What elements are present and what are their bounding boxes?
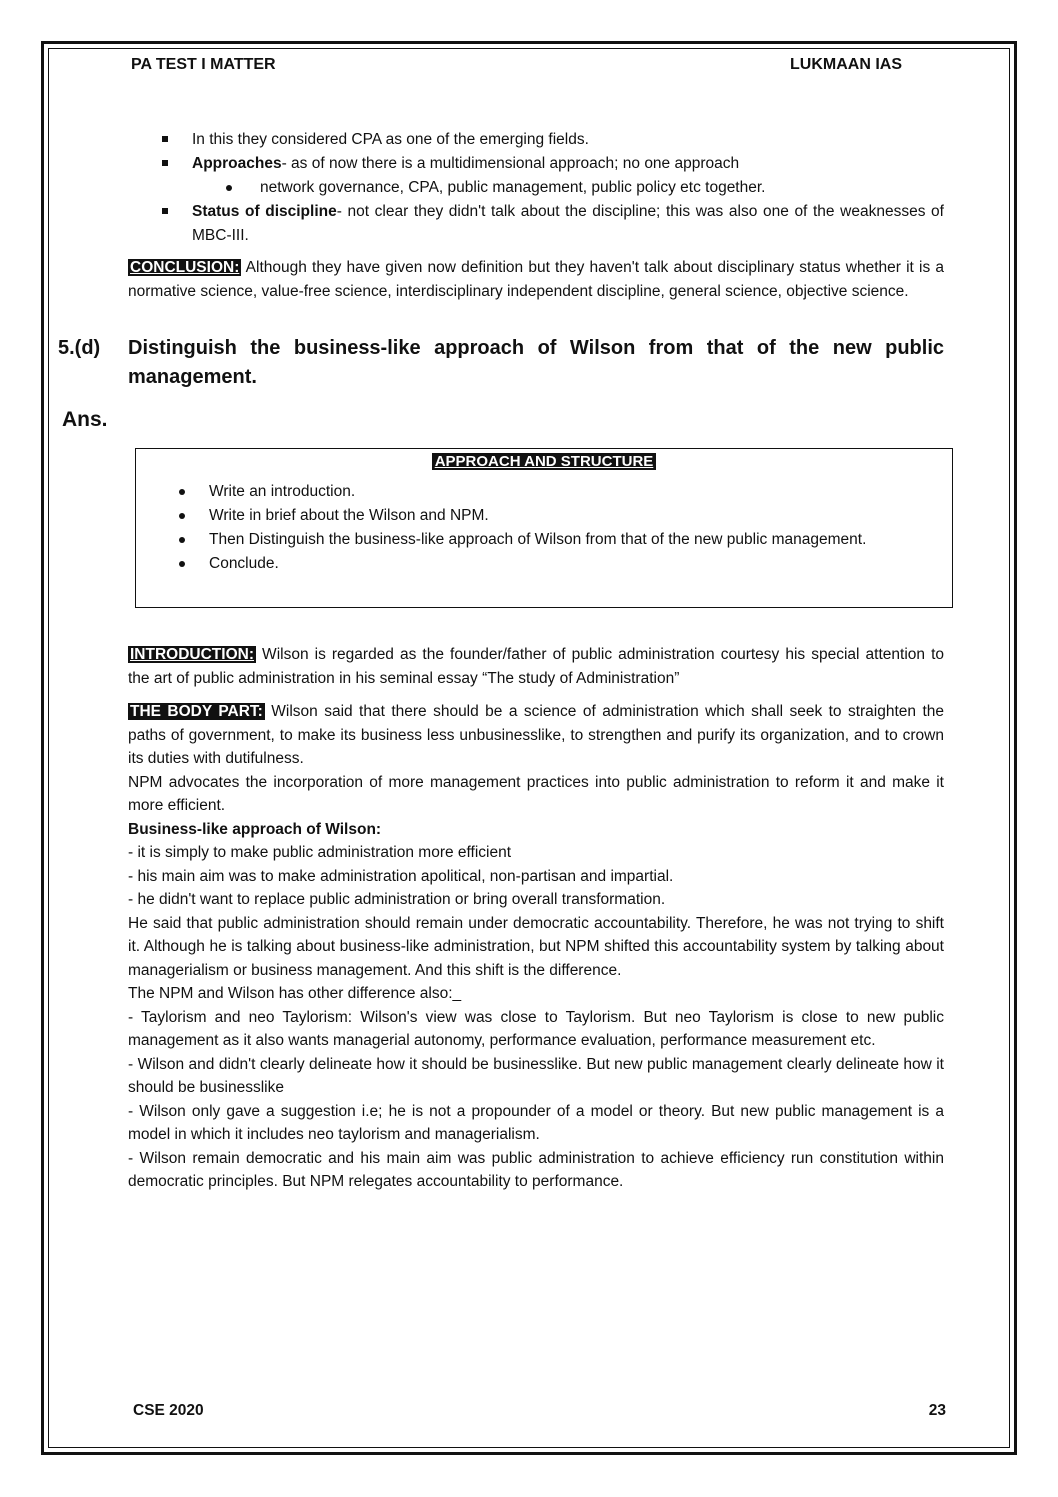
bullet-text: In this they considered CPA as one of the emerging fields. <box>192 131 589 148</box>
conclusion-text: Although they have given now definition but they haven't talk about disciplinary status whether it is a normative science, value-free science, interdisciplinary independent discipline, general science, objective science. <box>128 259 944 300</box>
bullet-bold-label: Status of discipline <box>192 203 337 220</box>
business-point: - he didn't want to replace public administration or bring overall transformation. <box>128 891 666 908</box>
npm-paragraph: NPM advocates the incorporation of more management practices into public administration to reform it and make it more efficient. <box>128 773 944 814</box>
approach-list <box>136 480 952 576</box>
body-part-paragraph <box>128 700 944 771</box>
difference-point: - Wilson and didn't clearly delineate how it should be businesslike. But new public management clearly delineate how it should be businesslike <box>128 1055 944 1096</box>
difference-point: - Taylorism and neo Taylorism: Wilson's view was close to Taylorism. But neo Taylorism is close to new public management as it also wants managerial autonomy, performance evaluation, performance measurement etc. <box>128 1008 944 1049</box>
introduction-text: Wilson is regarded as the founder/father of public administration courtesy his special attention to the art of public administration in his seminal essay “The study of Administration” <box>128 646 944 687</box>
list-item: Conclude. <box>136 552 952 576</box>
business-point: - it is simply to make public administration more efficient <box>128 844 512 861</box>
approach-structure-box <box>135 448 953 608</box>
body-part-label: THE BODY PART: <box>130 703 263 720</box>
difference-point: - Wilson only gave a suggestion i.e; he is not a propounder of a model or theory. But new public management is a model in which it includes neo taylorism and managerialism. <box>128 1102 944 1143</box>
business-heading: Business-like approach of Wilson: <box>128 820 382 838</box>
list-item: network governance, CPA, public management, public policy etc together. <box>128 176 944 200</box>
conclusion-label: CONCLUSION: <box>130 259 240 276</box>
list-item <box>128 200 944 248</box>
list-item: Then Distinguish the business-like approach of Wilson from that of the new public management. <box>136 528 952 552</box>
list-item <box>128 152 944 176</box>
header-left: PA TEST I MATTER <box>131 56 276 73</box>
introduction-label: INTRODUCTION: <box>130 646 254 663</box>
answer-label: Ans. <box>62 408 108 431</box>
introduction-paragraph <box>128 643 944 690</box>
previous-answer-continuation <box>128 128 944 304</box>
bullet-text: - not clear they didn't talk about the discipline; this was also one of the weaknesses of MBC-III. <box>192 203 944 244</box>
other-difference-heading: The NPM and Wilson has other difference also:_ <box>128 985 462 1002</box>
bullet-bold-label: Approaches <box>192 155 282 172</box>
list-item <box>128 128 944 152</box>
square-bullet-list <box>128 128 944 176</box>
difference-point: - Wilson remain democratic and his main aim was public administration to achieve efficiency run constitution within democratic principles. But NPM relegates accountability to performance. <box>128 1149 944 1190</box>
question-heading <box>58 334 944 392</box>
question-number: 5.(d) <box>58 337 101 359</box>
body-part-text: Wilson said that there should be a science of administration which shall seek to straighten the paths of government, to make its business less unbusinesslike, to strengthen and purify its organization, and to crown its duties with dutifulness. <box>128 703 945 767</box>
footer-left: CSE 2020 <box>133 1402 204 1419</box>
approach-box-title <box>136 452 952 472</box>
question-text: Distinguish the business-like approach of Wilson from that of the new public management. <box>128 337 944 388</box>
list-item: Write an introduction. <box>136 480 952 504</box>
bullet-text: - as of now there is a multidimensional approach; no one approach <box>281 155 740 172</box>
header-right: LUKMAAN IAS <box>790 56 902 73</box>
answer-body <box>128 643 944 1194</box>
accountability-paragraph: He said that public administration should remain under democratic accountability. Therefore, he was not trying to shift it. Although he is talking about business-like administration, but NPM shifted this accountability system by talking about managerialism or business management. And this shift is the difference. <box>128 914 944 979</box>
sub-bullet-list <box>128 176 944 200</box>
list-item: Write in brief about the Wilson and NPM. <box>136 504 952 528</box>
approach-box-title-text: APPROACH AND STRUCTURE <box>432 453 657 470</box>
business-point: - his main aim was to make administration apolitical, non-partisan and impartial. <box>128 867 674 885</box>
page-number: 23 <box>928 1402 946 1419</box>
conclusion-paragraph <box>128 256 944 304</box>
square-bullet-list <box>128 200 944 248</box>
